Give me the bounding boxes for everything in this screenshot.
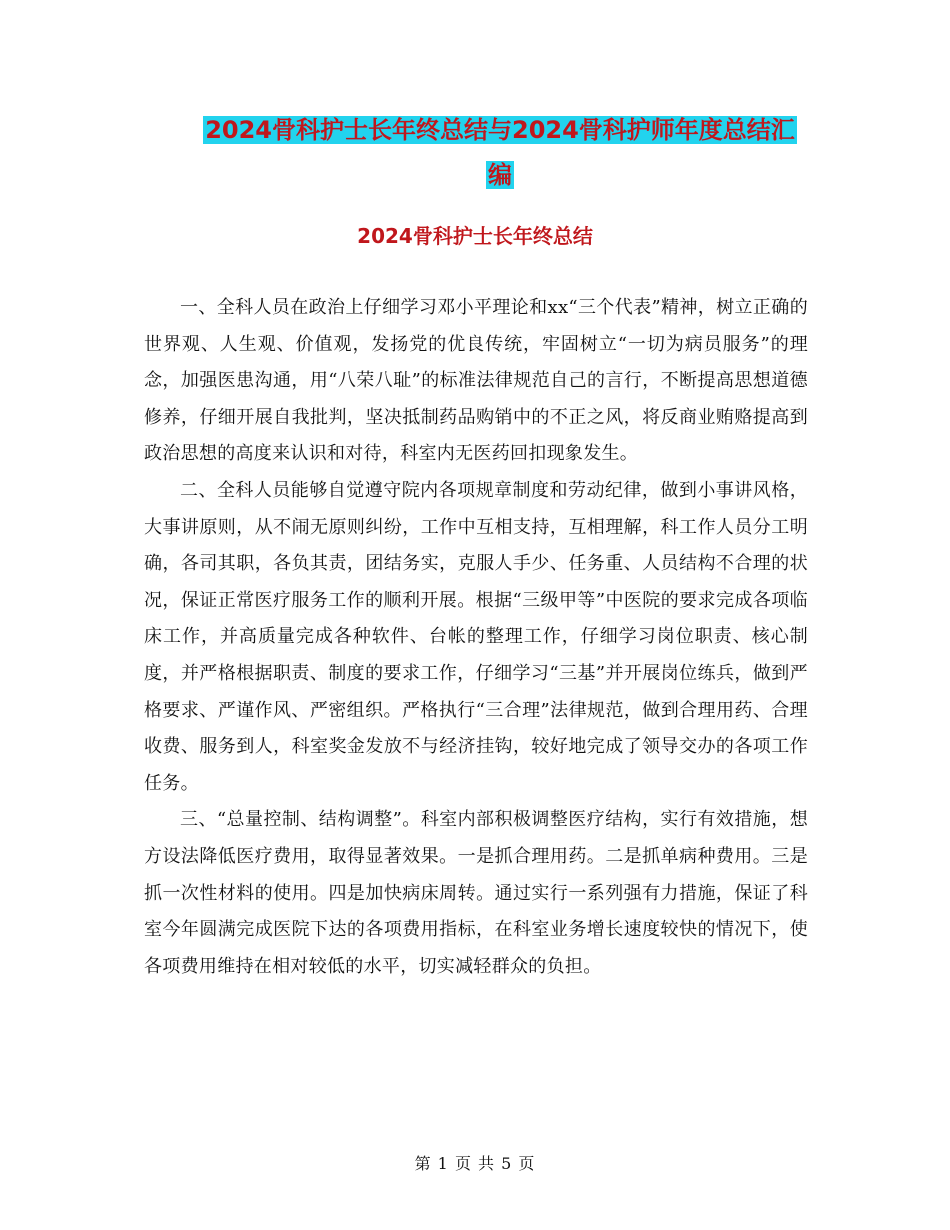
paragraph-3: 三、“总量控制、结构调整”。科室内部积极调整医疗结构，实行有效措施，想方设法降低医疗费用，取得显著效果。一是抓合理用药。二是抓单病种费用。三是抓一次性材料的使用。四是加快病床周转。通过实行一系列强有力措施，保证了科室今年圆满完成医院下达的各项费用指标，在科室业务增长速度较快的情况下，使各项费用维持在相对较低的水平，切实减轻群众的负担。: [144, 809, 808, 977]
section-title: 2024骨科护士长年终总结: [357, 224, 593, 248]
paragraph-2: 二、全科人员能够自觉遵守院内各项规章制度和劳动纪律，做到小事讲风格，大事讲原则，从不闹无原则纠纷，工作中互相支持，互相理解，科工作人员分工明确，各司其职，各负其责，团结务实，克服人手少、任务重、人员结构不合理的状况，保证正常医疗服务工作的顺利开展。根据“三级甲等”中医院的要求完成各项临床工作，并高质量完成各种软件、台帐的整理工作，仔细学习岗位职责、核心制度，并严格根据职责、制度的要求工作，仔细学习“三基”并开展岗位练兵，做到严格要求、严谨作风、严密组织。严格执行“三合理”法律规范，做到合理用药、合理收费、服务到人，科室奖金发放不与经济挂钩，较好地完成了领导交办的各项工作任务。: [144, 479, 808, 794]
page-footer: 第 1 页 共 5 页: [414, 1154, 536, 1173]
document-title: [140, 108, 860, 198]
document-title-line-2: 编: [488, 161, 512, 189]
document-body: [144, 290, 808, 985]
document-title-line-1: 2024骨科护士长年终总结与2024骨科护师年度总结汇: [205, 116, 795, 144]
paragraph-1: 一、全科人员在政治上仔细学习邓小平理论和xx“三个代表”精神，树立正确的世界观、人生观、价值观，发扬党的优良传统，牢固树立“一切为病员服务”的理念，加强医患沟通，用“八荣八耻”的标准法律规范自己的言行，不断提高思想道德修养，仔细开展自我批判，坚决抵制药品购销中的不正之风，将反商业贿赂提高到政治思想的高度来认识和对待，科室内无医药回扣现象发生。: [144, 297, 808, 465]
